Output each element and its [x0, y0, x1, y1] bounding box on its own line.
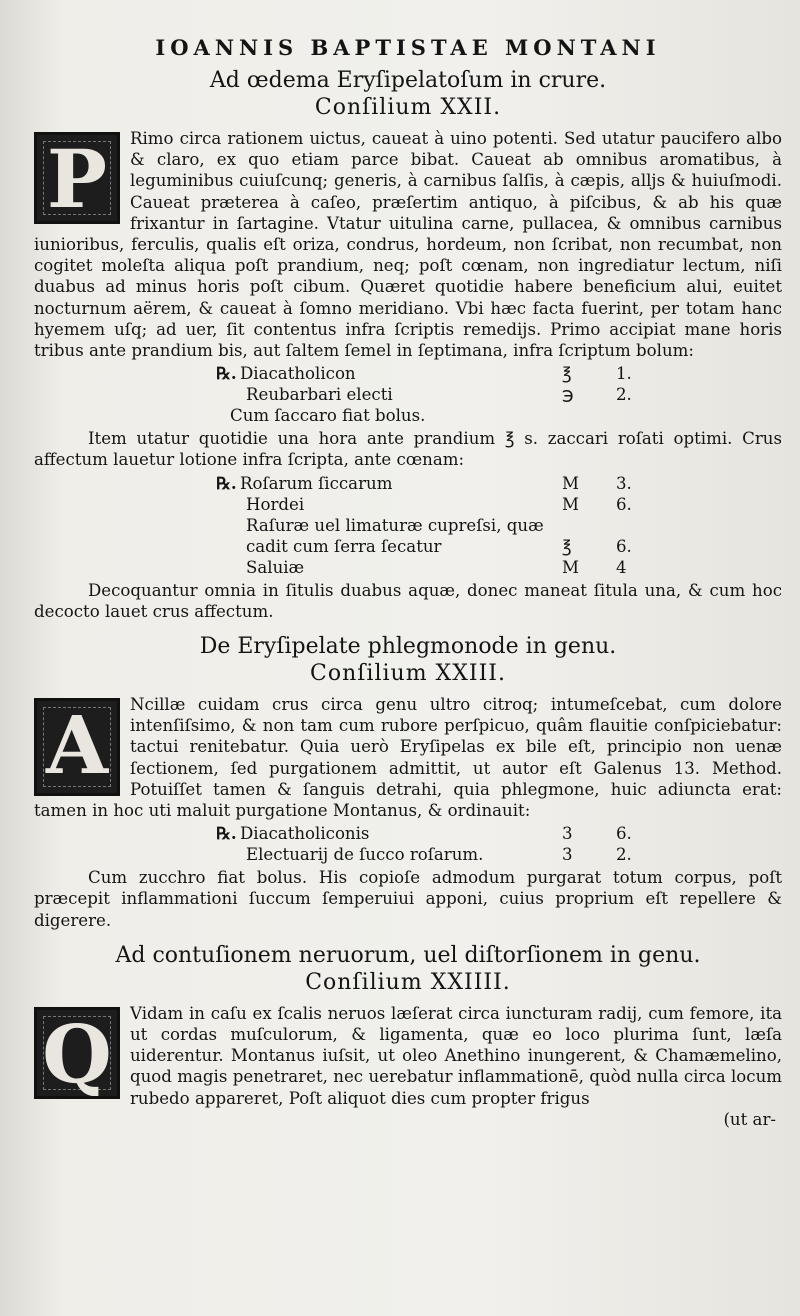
consilium-22-section: [34, 68, 782, 622]
ingredient: Saluiæ: [246, 557, 305, 577]
prescription-list: [34, 823, 782, 865]
quantity: 6.: [616, 536, 632, 556]
prescription-list: [34, 363, 782, 426]
unit: ℥: [562, 364, 572, 384]
quantity: 6.: [616, 824, 632, 844]
paragraph: Ncillæ cuidam crus circa genu ultro citroq; intumeſcebat, cum dolore intenſiſsimo, & non tam cum rubore perſpicuo, quâm flauitie conſpiciebatur: tactui renitebatur. Quia uerò Eryſipelas ex bile eſt, principio non uenæ ſectionem, ſed purgationem admittit, ut autor eſt Galenus 13. Method. Potuiſſet tamen & ſanguis detrahi, quia phlegmone, huic adiuncta erat: tamen in hoc uti maluit purgatione Montanus, & ordinauit:: [34, 695, 782, 821]
unit: ℥: [562, 536, 572, 556]
unit: M: [562, 473, 579, 493]
dropcap-letter: P: [46, 132, 108, 224]
ornamental-initial-q-icon: [34, 1007, 120, 1099]
unit: M: [562, 557, 579, 577]
prescription-line: [34, 823, 782, 844]
ingredient: Diacatholicon: [240, 364, 356, 384]
running-head: IOANNIS BAPTISTAE MONTANI: [155, 35, 661, 60]
section-heading: Ad œdema Eryſipelatoſum in crure.: [209, 68, 607, 93]
prescription-line: [34, 473, 782, 494]
quantity: 2.: [616, 385, 632, 405]
ingredient: Cum ſaccaro fiat bolus.: [230, 406, 426, 426]
catchword: (ut ar-: [723, 1109, 776, 1129]
paragraph: Vidam in caſu ex ſcalis neruos læſerat circa iuncturam radij, cum femore, ita ut cordas muſculorum, & ligamenta, quæ eo loco plurima ſunt, læſa uiderentur. Montanus iuſsit, ut oleo Anethino inungerent, & Chamæmelino, quod magis penetraret, nec uerebatur inflammationē, quòd nulla circa locum rubedo appareret, Poſt aliquot dies cum propter frigus: [130, 1003, 782, 1108]
paragraph: Decoquantur omnia in ſitulis duabus aquæ, donec maneat ſitula una, & cum hoc decocto lauet crus affectum.: [34, 580, 782, 621]
prescription-list: [34, 473, 782, 578]
unit: M: [562, 494, 579, 514]
consilium-number: Conſilium XXII.: [314, 95, 502, 120]
recipe-symbol: ℞.: [216, 823, 237, 844]
quantity: 4: [616, 557, 627, 577]
consilium-24-section: [34, 943, 782, 1130]
unit: ℈: [562, 385, 574, 405]
ingredient: Diacatholiconis: [240, 824, 370, 844]
quantity: 1.: [616, 364, 632, 384]
prescription-line: [34, 536, 782, 557]
prescription-line: [34, 363, 782, 384]
prescription-line: [34, 844, 782, 865]
unit: 3: [562, 845, 573, 865]
ingredient: cadit cum ſerra ſecatur: [246, 536, 442, 556]
section-heading: De Eryſipelate phlegmonode in genu.: [199, 634, 617, 660]
ingredient: Raſuræ uel limaturæ cupreſsi, quæ: [246, 515, 544, 535]
recipe-symbol: ℞.: [216, 472, 237, 493]
ingredient: Reubarbari electi: [246, 385, 393, 405]
ingredient: Roſarum ſiccarum: [240, 473, 393, 493]
recipe-symbol: ℞.: [216, 363, 237, 384]
quantity: 3.: [616, 473, 632, 493]
consilium-number: Conſilium XXIIII.: [305, 969, 511, 995]
ingredient: Electuarij de ſucco roſarum.: [246, 845, 484, 865]
consilium-number: Conſilium XXIII.: [310, 661, 506, 687]
ornamental-initial-p-icon: [34, 132, 120, 224]
unit: 3: [562, 824, 573, 844]
paragraph: Cum zucchro fiat bolus. His copioſe admodum purgarat totum corpus, poſt præcepit inflammationi ſuccum ſemperuiui apponi, cuius proprium eſt repellere & digerere.: [34, 868, 782, 930]
prescription-line: [34, 384, 782, 405]
paragraph: Rimo circa rationem uictus, caueat à uino potenti. Sed utatur paucifero albo & claro, ex quo etiam parce bibat. Caueat ab omnibus aromatibus, à leguminibus cuiuſcunq; generis, à carnibus ſalſis, à cæpis, alljs & huiuſmodi. Caueat præterea à caſeo, præſertim antiquo, à piſcibus, & ab his quæ frixantur in ſartagine. Vtatur uitulina carne, pullacea, & omnibus carnibus iunioribus, ferculis, qualis eſt oriza, condrus, hordeum, non ſcribat, non recumbat, non cogitet moleſta aliqua poſt prandium, neq; poſt cœnam, non ingrediatur lectum, niſi duabus ad minus horis poſt cibum. Quæret quotidie habere beneficium alui, euitet nocturnum aërem, & caueat à ſomno meridiano. Vbi hæc facta fuerint, per totam hanc hyemem uſq; ad uer, ſit contentus infra ſcriptis remedijs. Primo accipiat mane horis tribus ante prandium bis, aut ſaltem ſemel in ſeptimana, infra ſcriptum bolum:: [34, 129, 782, 361]
prescription-line: [34, 557, 782, 578]
section-heading: Ad contuſionem neruorum, uel diſtorſionem in genu.: [115, 942, 701, 968]
paragraph: Item utatur quotidie una hora ante prandium ℥ s. zaccari roſati optimi. Crus affectum lauetur lotione infra ſcripta, ante cœnam:: [34, 429, 782, 470]
ingredient: Hordei: [246, 494, 305, 514]
dropcap-letter: A: [45, 698, 109, 793]
dropcap-letter: Q: [42, 1006, 112, 1099]
prescription-line: [34, 494, 782, 515]
consilium-23-section: [34, 634, 782, 931]
quantity: 2.: [616, 845, 632, 865]
ornamental-initial-a-icon: [34, 698, 120, 796]
prescription-line: [34, 515, 782, 536]
quantity: 6.: [616, 494, 632, 514]
prescription-line: [34, 405, 782, 426]
